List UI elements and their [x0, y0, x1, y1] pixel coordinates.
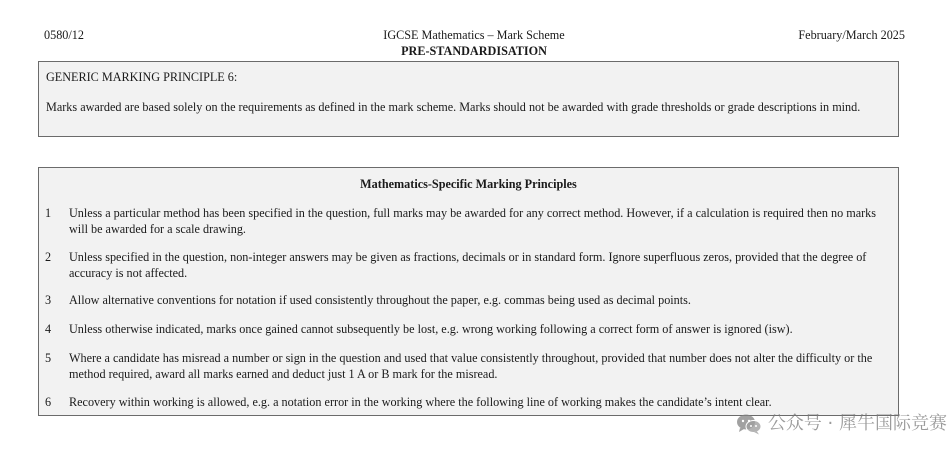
- document-code: 0580/12: [44, 28, 84, 42]
- principle-text: Allow alternative conventions for notation if used consistently throughout the paper, e.g. commas being used as decimal points.: [69, 293, 691, 307]
- watermark: [736, 413, 947, 435]
- watermark-text: 公众号 · 犀牛国际竞赛: [767, 413, 947, 434]
- generic-principle-text: Marks awarded are based solely on the requirements as defined in the mark scheme. Marks should not be awarded with grade thresholds or grade descriptions in mind.: [46, 100, 861, 114]
- principle-text: Unless specified in the question, non-integer answers may be given as fractions, decimals or in standard form. Ignore superfluous zeros, provided that the degree of accuracy is not affected.: [69, 250, 867, 280]
- principle-number: 2: [45, 250, 52, 264]
- document-subtitle: PRE-STANDARDISATION: [401, 44, 547, 58]
- generic-principle-box: [38, 61, 899, 137]
- principle-number: 5: [45, 351, 52, 365]
- document-heading: [300, 27, 648, 59]
- generic-principle-title: GENERIC MARKING PRINCIPLE 6:: [46, 70, 238, 84]
- principle-text: Unless otherwise indicated, marks once gained cannot subsequently be lost, e.g. wrong working following a correct form of answer is ignored (isw).: [69, 322, 793, 336]
- principle-text: Where a candidate has misread a number or sign in the question and used that value consistently throughout, provided that number does not alter the difficulty or the method required, award all marks earned and deduct just 1 A or B mark for the misread.: [69, 351, 873, 381]
- principle-text: Recovery within working is allowed, e.g. a notation error in the working where the following line of working makes the candidate’s intent clear.: [69, 395, 772, 409]
- principle-number: 4: [45, 322, 52, 336]
- principle-number: 1: [45, 206, 52, 220]
- wechat-icon: [736, 413, 762, 435]
- principle-number: 6: [45, 395, 52, 409]
- document-title: IGCSE Mathematics – Mark Scheme: [383, 28, 565, 42]
- principle-number: 3: [45, 293, 52, 307]
- document-date: February/March 2025: [798, 28, 905, 42]
- principle-text: Unless a particular method has been specified in the question, full marks may be awarded for any correct method. However, if a calculation is required then no marks will be awarded for a scale drawing.: [69, 206, 876, 236]
- math-principles-title: Mathematics-Specific Marking Principles: [360, 177, 577, 191]
- math-principles-box: [38, 167, 899, 416]
